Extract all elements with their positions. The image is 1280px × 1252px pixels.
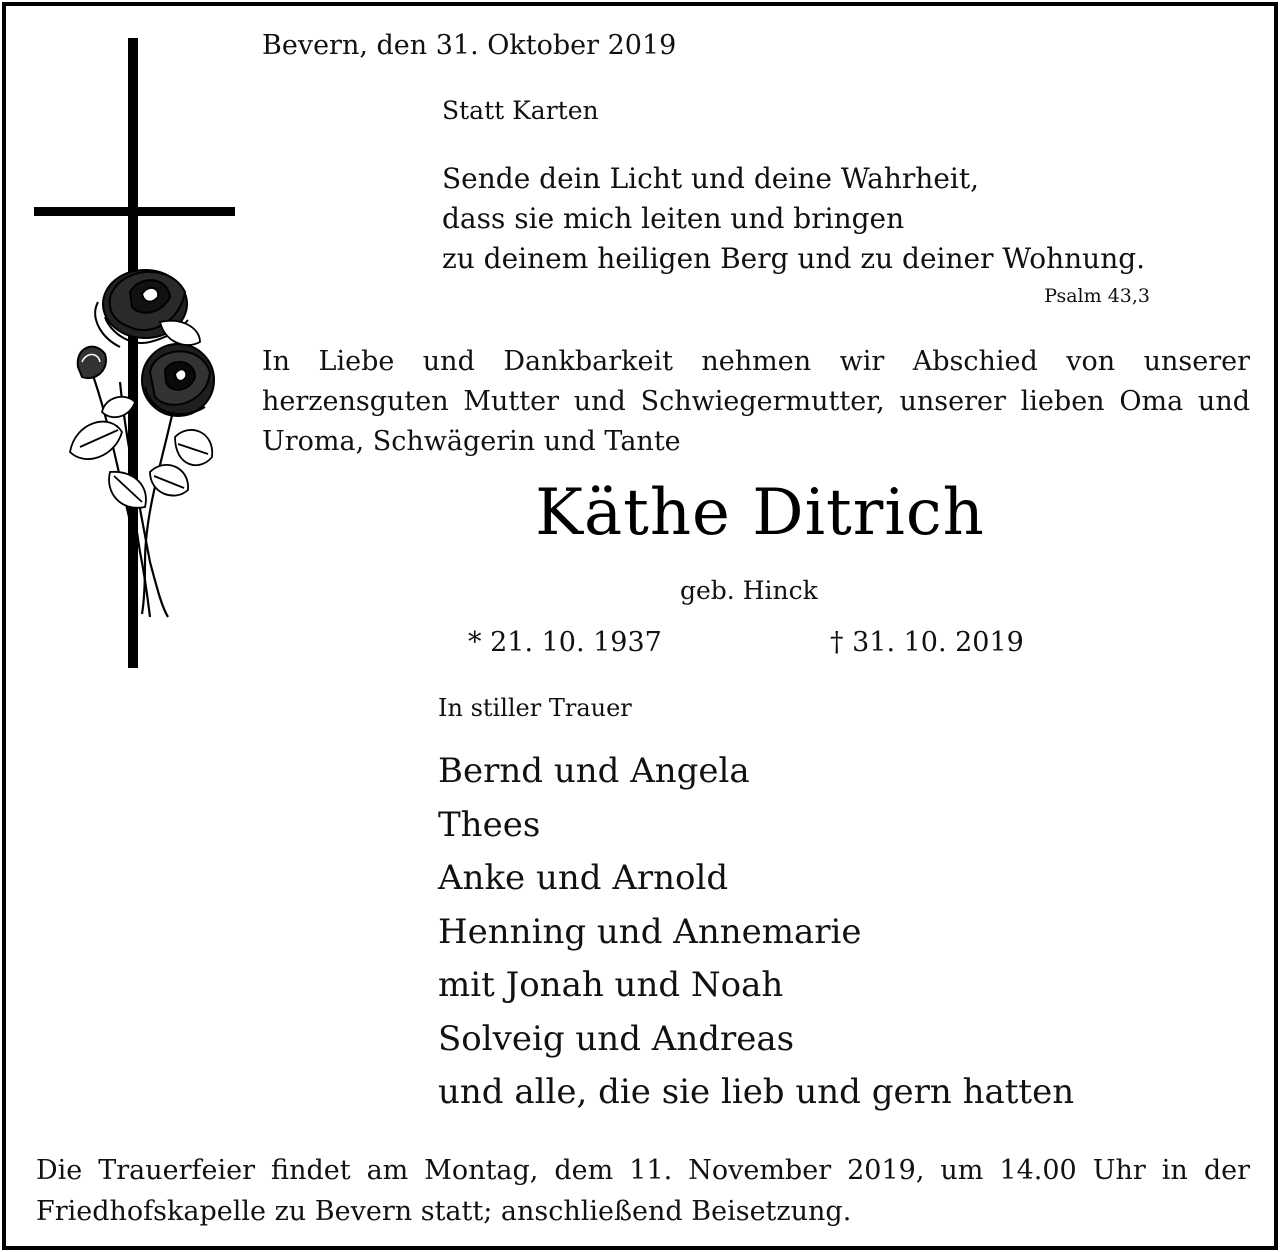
intro-line: Uroma, Schwägerin und Tante [262,426,681,457]
mourner-entry: mit Jonah und Noah [438,965,784,1005]
mourning-label: In stiller Trauer [438,694,632,722]
psalm-reference: Psalm 43,3 [1044,285,1150,307]
mourner-entry: Thees [438,804,541,845]
mourner-entry: Henning und Annemarie [438,911,862,952]
verse-line: dass sie mich leiten und bringen [442,202,905,235]
mourner-entry: Bernd und Angela [438,751,750,791]
intro-line: In Liebe und Dankbarkeit nehmen wir Abschied von unserer [262,346,1250,377]
funeral-service-notice [36,1150,1250,1232]
rose-right [142,344,214,416]
birth-date: * 21. 10. 1937 [468,627,662,658]
mourner-entry: Anke und Arnold [438,858,729,898]
deceased-name: Käthe Ditrich [535,476,985,550]
verse-line: Sende dein Licht und deine Wahrheit, [442,162,979,195]
roses-illustration [50,262,230,622]
verse-line: zu deinem heiligen Berg und zu deiner Wohnung. [442,242,1146,275]
statt-karten-label: Statt Karten [442,96,599,125]
maiden-name: geb. Hinck [680,576,818,605]
mourner-entry: Solveig und Andreas [438,1018,795,1059]
death-date: † 31. 10. 2019 [830,627,1024,658]
intro-paragraph [262,342,1250,462]
intro-line: herzensguten Mutter und Schwiegermutter, unserer lieben Oma und [262,386,1250,417]
mourners-list [438,745,1074,1120]
service-line: Friedhofskapelle zu Bevern statt; anschließend Beisetzung. [36,1196,852,1227]
cross-horizontal-bar [34,207,235,216]
rose-bud [78,347,106,378]
place-date: Bevern, den 31. Oktober 2019 [262,30,677,61]
mourner-entry: und alle, die sie lieb und gern hatten [438,1072,1075,1112]
service-line: Die Trauerfeier findet am Montag, dem 11. November 2019, um 14.00 Uhr in der [36,1155,1250,1186]
